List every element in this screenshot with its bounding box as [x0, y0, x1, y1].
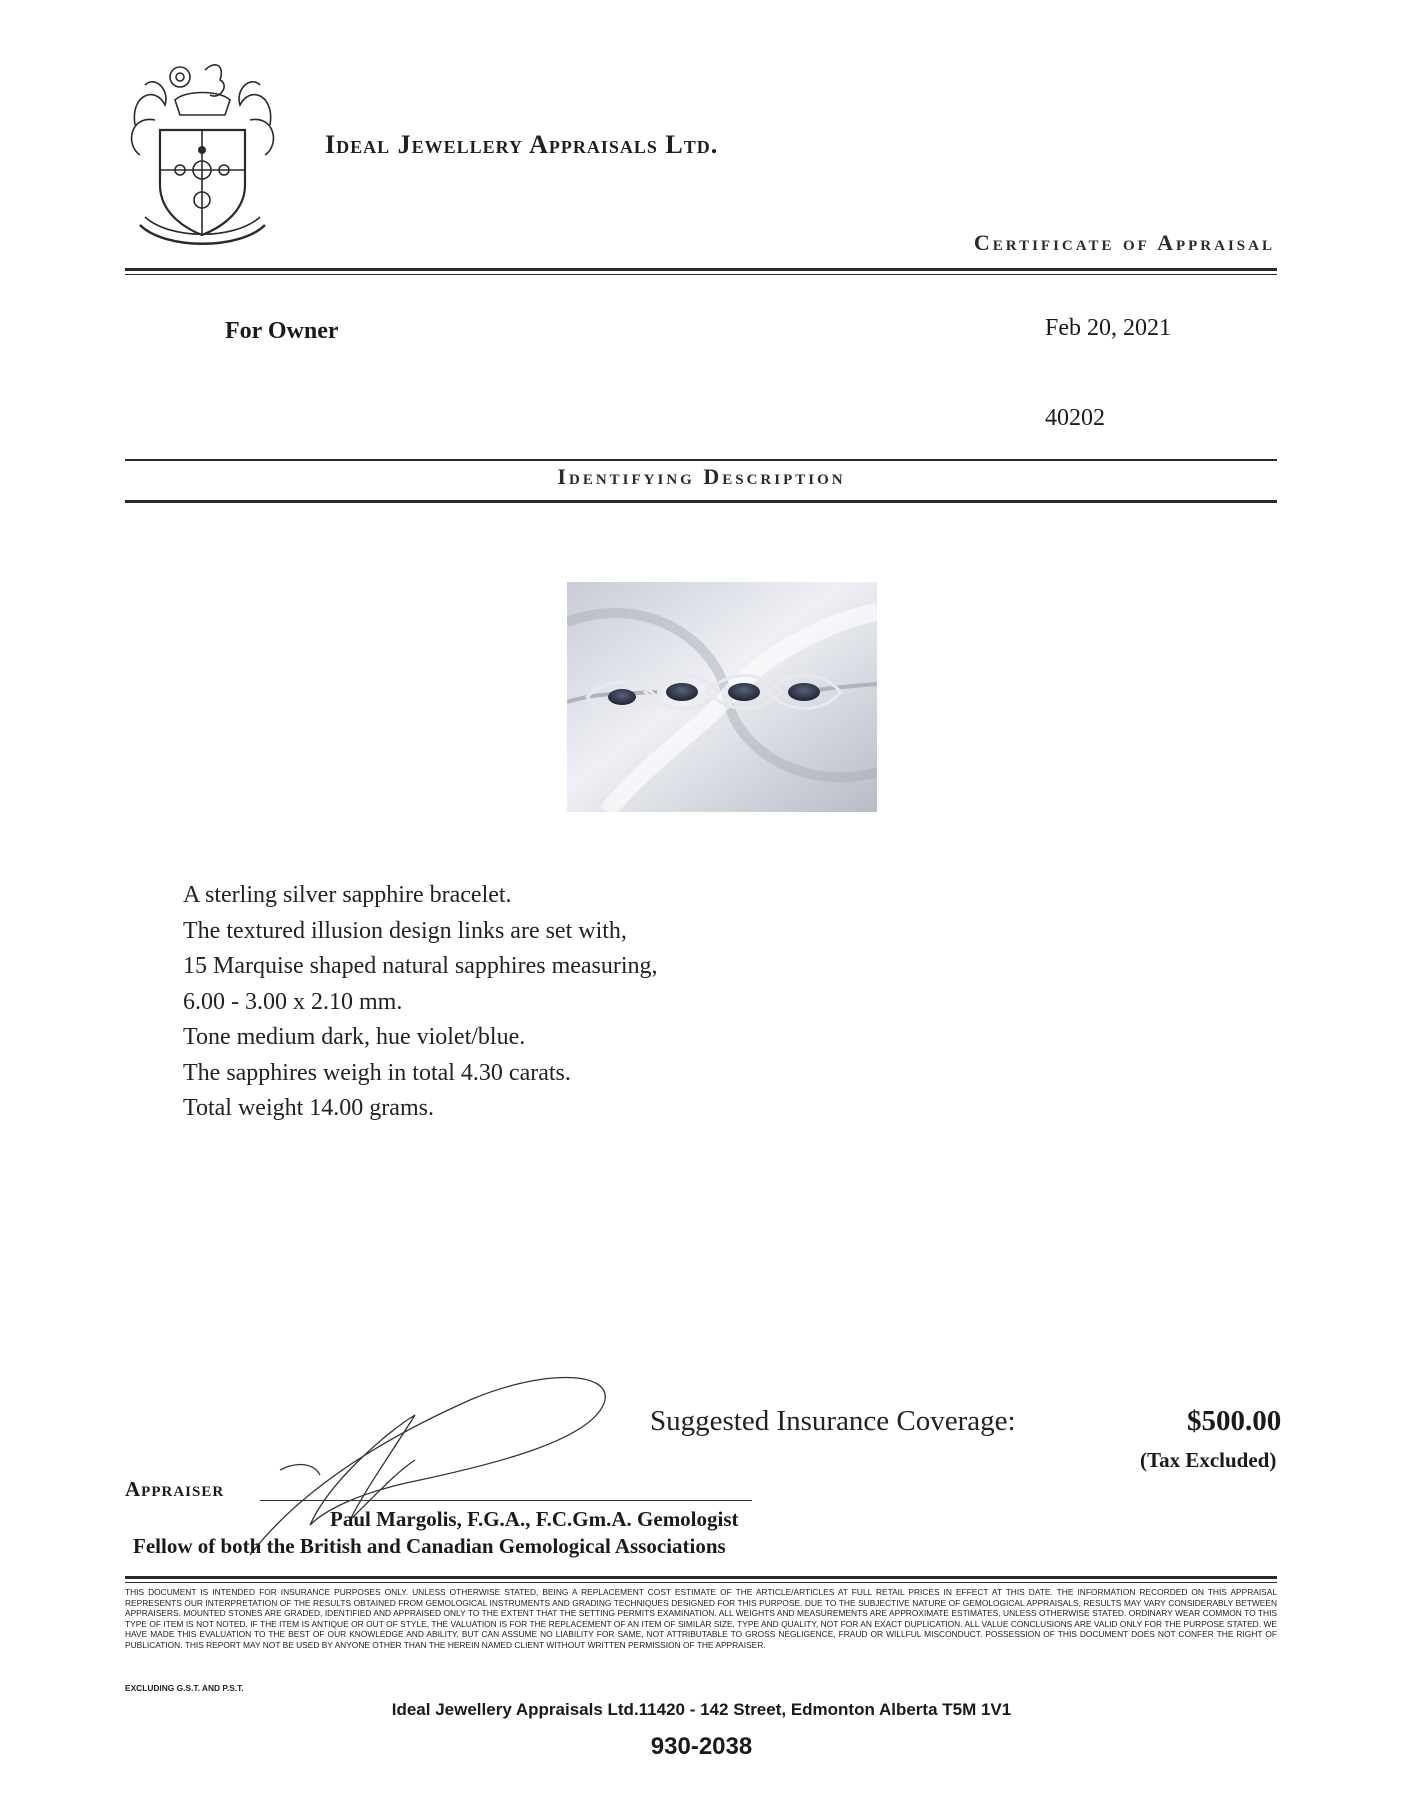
section-rule-top [125, 459, 1277, 461]
footer-rule [125, 1576, 1277, 1579]
tax-exclusion-note: EXCLUDING G.S.T. AND P.S.T. [125, 1683, 244, 1693]
appraiser-label: Appraiser [125, 1477, 225, 1501]
certificate-title: Certificate of Appraisal [973, 230, 1275, 255]
owner-label: For Owner [225, 318, 339, 344]
description-line: 15 Marquise shaped natural sapphires measuring, [183, 953, 658, 979]
description-line: The textured illusion design links are set with, [183, 917, 627, 944]
appraiser-fellowship: Fellow of both the British and Canadian Gemological Associations [133, 1534, 726, 1558]
header-rule-thin [125, 274, 1277, 275]
coat-of-arms-logo [125, 55, 280, 250]
legal-disclaimer: THIS DOCUMENT IS INTENDED FOR INSURANCE PURPOSES ONLY. UNLESS OTHERWISE STATED, BEING A REPLACEMENT COST ESTIMATE OF THE ARTICLE/ARTICLES AT FULL RETAIL PRICES IN EFFECT AT THIS DATE. THE INFORMATION RECORDED ON THIS APPRAISAL REPRESENTS OUR INTERPRETATION OF THE RESULTS OBTAINED FROM GEMOLOGICAL INSTRUMENTS AND GRADING TECHNIQUES DESIGNED FOR THIS PURPOSE. DUE TO THE SUBJECTIVE NATURE OF GEMOLOGICAL APPRAISALS, RESULTS MAY VARY CONSIDERABLY BETWEEN APPRAISERS. MOUNTED STONES ARE GRADED, IDENTIFIED AND APPRAISED ONLY TO THE EXTENT THAT THE SETTING PERMITS EXAMINATION. ALL WEIGHTS AND MEASUREMENTS ARE APPROXIMATE ESTIMATES, UNLESS OTHERWISE STATED. ORDINARY WEAR COMMON TO THIS TYPE OF ITEM IS NOT NOTED. IF THE ITEM IS ANTIQUE OR OUT OF STYLE, THE VALUATION IS FOR THE REPLACEMENT OF AN ITEM OF SIMILAR SIZE, TYPE AND QUALITY, NOT FOR AN EXACT DUPLICATION. ALL VALUE CONCLUSIONS ARE VALID ONLY FOR THE PURPOSE STATED. WE HAVE MADE THIS EVALUATION TO THE BEST OF OUR KNOWLEDGE AND ABILITY, BUT CAN ASSUME NO LIABILITY FOR SAME, NOT ATTRIBUTABLE TO GROSS NEGLIGENCE, FRAUD OR WILLFUL MISCONDUCT. POSSESSION OF THIS DOCUMENT DOES NOT CONFER THE RIGHT OF PUBLICATION. THIS REPORT MAY NOT BE USED BY ANYONE OTHER THAN THE HEREIN NAMED CLIENT WITHOUT WRITTEN PERMISSION OF THE APPRAISER. [125, 1587, 1277, 1650]
description-line: Tone medium dark, hue violet/blue. [183, 1024, 526, 1050]
footer-phone: 930-2038 [650, 1733, 753, 1760]
section-heading [0, 464, 1403, 490]
description-line: A sterling silver sapphire bracelet. [183, 882, 512, 908]
insurance-coverage-label: Suggested Insurance Coverage: [650, 1405, 1016, 1437]
reference-number: 40202 [1045, 405, 1105, 431]
description-line: 6.00 - 3.00 x 2.10 mm. [183, 988, 403, 1015]
tax-note: (Tax Excluded) [1140, 1448, 1277, 1472]
description-line: The sapphires weigh in total 4.30 carats. [183, 1059, 571, 1086]
section-rule-bottom [125, 500, 1277, 503]
appraiser-name: Paul Margolis, F.G.A., F.C.Gm.A. Gemologist [330, 1507, 739, 1531]
description-line: Total weight 14.00 grams. [183, 1095, 434, 1121]
bracelet-photo [567, 582, 877, 812]
item-description [183, 878, 658, 1127]
appraisal-date: Feb 20, 2021 [1045, 315, 1171, 341]
insurance-coverage-amount: $500.00 [1187, 1405, 1282, 1437]
section-heading-text: Identifying Description [557, 464, 846, 489]
footer-address: Ideal Jewellery Appraisals Ltd.11420 - 142 Street, Edmonton Alberta T5M 1V1 [391, 1700, 1012, 1719]
company-name: Ideal Jewellery Appraisals Ltd. [325, 130, 719, 159]
header-rule [125, 268, 1277, 271]
footer-rule-thin [125, 1582, 1277, 1583]
